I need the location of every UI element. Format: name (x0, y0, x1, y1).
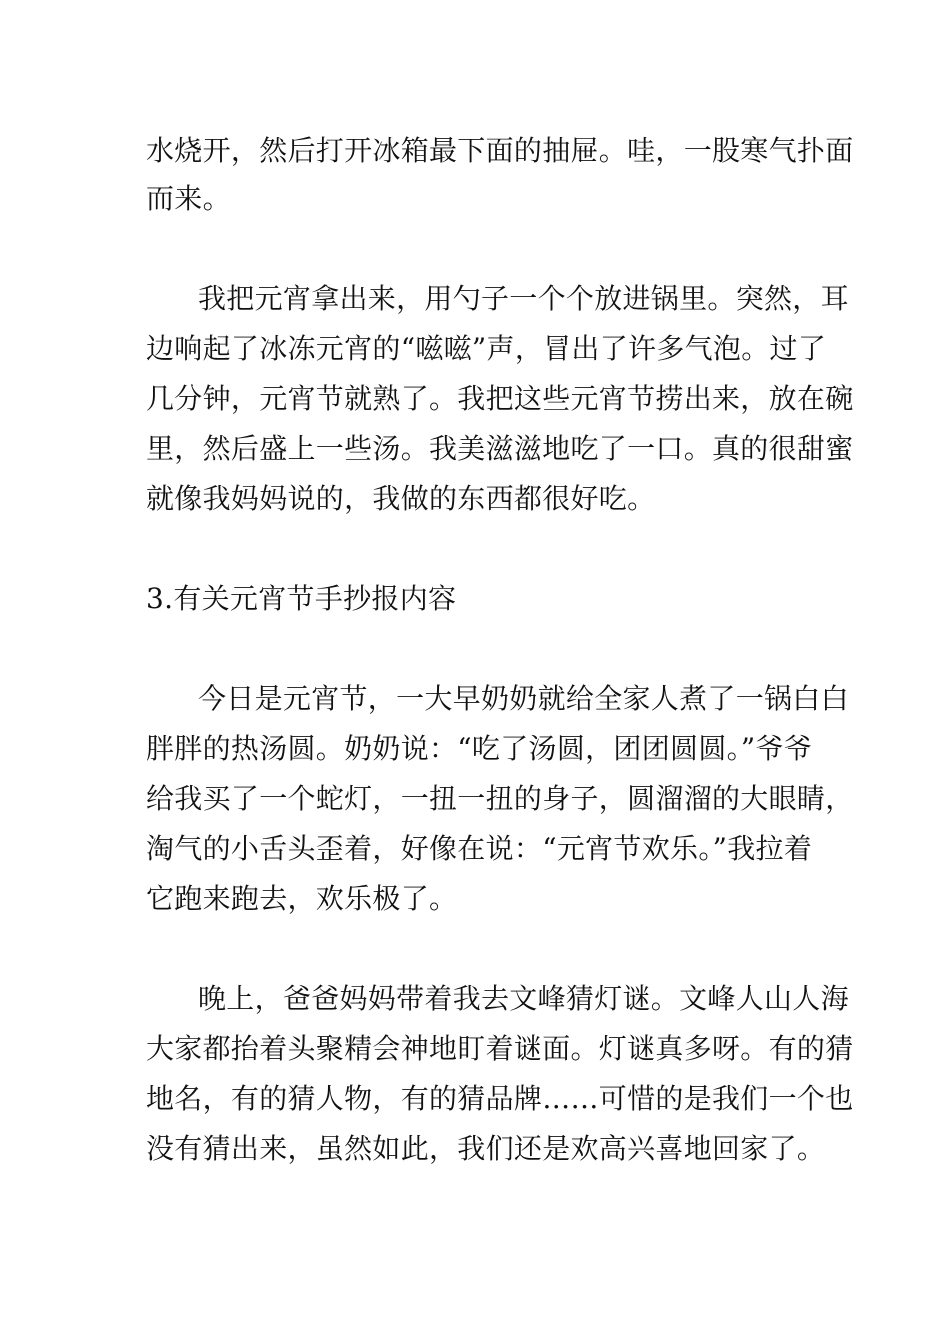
paragraph-2-line-5: 就像我妈妈说的，我做的东西都很好吃。 (146, 482, 656, 515)
paragraph-3-line-4: 淘气的小舌头歪着，好像在说：“元宵节欢乐。”我拉着 (146, 832, 813, 865)
paragraph-4-line-2: 大家都抬着头聚精会神地盯着谜面。灯谜真多呀。有的猜 (146, 1032, 854, 1065)
paragraph-1-line-1: 水烧开，然后打开冰箱最下面的抽屉。哇，一股寒气扑面 (146, 134, 854, 167)
paragraph-3-line-3: 给我买了一个蛇灯，一扭一扭的身子，圆溜溜的大眼睛， (146, 782, 854, 815)
paragraph-4-line-1: 晚上，爸爸妈妈带着我去文峰猜灯谜。文峰人山人海 (198, 982, 849, 1015)
paragraph-3-line-2: 胖胖的热汤圆。奶奶说：“吃了汤圆，团团圆圆。”爷爷 (146, 732, 813, 765)
paragraph-4-line-3: 地名，有的猜人物，有的猜品牌……可惜的是我们一个也 (146, 1082, 854, 1115)
paragraph-2-line-3: 几分钟，元宵节就熟了。我把这些元宵节捞出来，放在碗 (146, 382, 854, 415)
paragraph-2-line-1: 我把元宵拿出来，用勺子一个个放进锅里。突然，耳 (198, 282, 849, 315)
paragraph-3-line-5: 它跑来跑去，欢乐极了。 (146, 882, 458, 915)
paragraph-3-line-1: 今日是元宵节，一大早奶奶就给全家人煮了一锅白白 (198, 682, 849, 715)
paragraph-4-line-4: 没有猜出来，虽然如此，我们还是欢高兴喜地回家了。 (146, 1132, 826, 1165)
paragraph-2-line-2: 边响起了冰冻元宵的“嗞嗞”声，冒出了许多气泡。过了 (146, 332, 827, 365)
paragraph-1-line-2: 而来。 (146, 182, 231, 215)
section-heading: 3.有关元宵节手抄报内容 (146, 582, 457, 615)
paragraph-2-line-4: 里，然后盛上一些汤。我美滋滋地吃了一口。真的很甜蜜 (146, 432, 854, 465)
